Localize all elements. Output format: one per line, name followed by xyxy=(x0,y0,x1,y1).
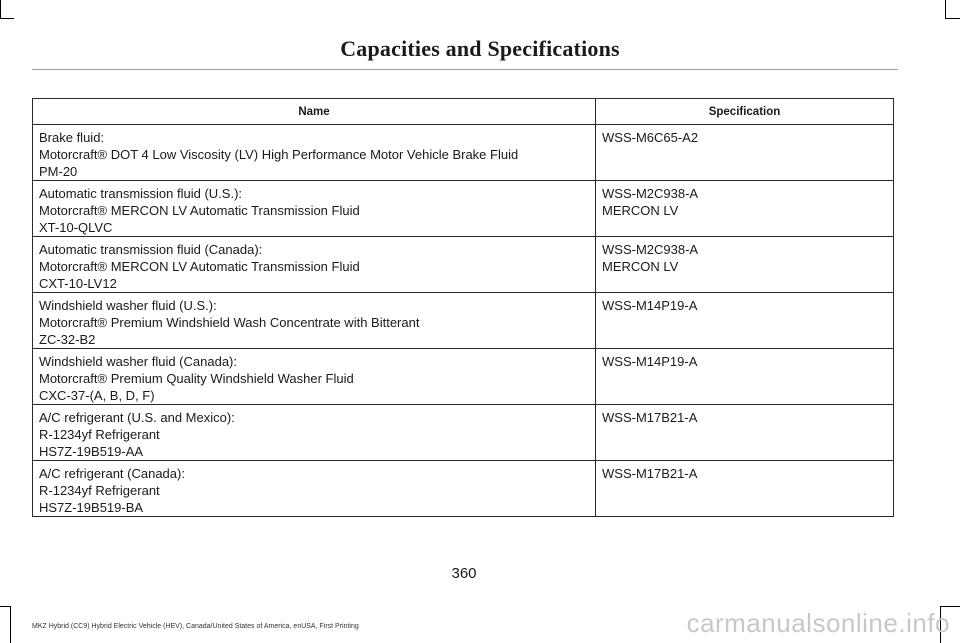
specification-code: WSS-M2C938-A xyxy=(602,242,699,257)
fluid-type: A/C refrigerant (Canada): xyxy=(39,466,185,481)
specification-table xyxy=(32,98,894,517)
fluid-type: Brake fluid: xyxy=(39,130,105,145)
crop-mark xyxy=(945,18,960,19)
cell-specification xyxy=(596,181,894,237)
page-title: Capacities and Specifications xyxy=(340,36,620,61)
crop-mark xyxy=(0,0,1,18)
column-header-name: Name xyxy=(33,99,596,125)
product-name: Motorcraft® MERCON LV Automatic Transmission Fluid xyxy=(39,259,360,274)
product-name: Motorcraft® Premium Quality Windshield Washer Fluid xyxy=(39,371,354,386)
fluid-type: Windshield washer fluid (U.S.): xyxy=(39,298,217,313)
crop-mark xyxy=(0,18,14,19)
cell-specification xyxy=(596,237,894,293)
fluid-type: Automatic transmission fluid (U.S.): xyxy=(39,186,243,201)
part-number: HS7Z-19B519-BA xyxy=(39,500,144,515)
table-header-row xyxy=(33,99,894,125)
cell-specification xyxy=(596,293,894,349)
product-name: Motorcraft® DOT 4 Low Viscosity (LV) High Performance Motor Vehicle Brake Fluid xyxy=(39,147,519,162)
specification-code: MERCON LV xyxy=(602,259,679,274)
product-name: R-1234yf Refrigerant xyxy=(39,483,160,498)
column-header-specification: Specification xyxy=(596,99,894,125)
part-number: HS7Z-19B519-AA xyxy=(39,444,144,459)
specification-code: WSS-M14P19-A xyxy=(602,354,698,369)
cell-name xyxy=(33,125,596,181)
part-number: CXC-37-(A, B, D, F) xyxy=(39,388,155,403)
table-row xyxy=(33,349,894,405)
product-name: Motorcraft® MERCON LV Automatic Transmission Fluid xyxy=(39,203,360,218)
part-number: CXT-10-LV12 xyxy=(39,276,117,291)
specification-code: WSS-M6C65-A2 xyxy=(602,130,699,145)
product-name: R-1234yf Refrigerant xyxy=(39,427,160,442)
table-row xyxy=(33,293,894,349)
table-row xyxy=(33,237,894,293)
cell-name xyxy=(33,405,596,461)
part-number: XT-10-QLVC xyxy=(39,220,113,235)
specification-code: WSS-M14P19-A xyxy=(602,298,698,313)
cell-name xyxy=(33,293,596,349)
specification-code: WSS-M17B21-A xyxy=(602,466,698,481)
cell-name xyxy=(33,237,596,293)
cell-specification xyxy=(596,125,894,181)
table-row xyxy=(33,405,894,461)
cell-specification xyxy=(596,461,894,517)
specification-code: WSS-M2C938-A xyxy=(602,186,699,201)
table-row xyxy=(33,125,894,181)
cell-specification xyxy=(596,405,894,461)
cell-name xyxy=(33,181,596,237)
fluid-type: Automatic transmission fluid (Canada): xyxy=(39,242,263,257)
fluid-type: A/C refrigerant (U.S. and Mexico): xyxy=(39,410,235,425)
page-number: 360 xyxy=(451,565,477,582)
table-row xyxy=(33,461,894,517)
cell-specification xyxy=(596,349,894,405)
crop-mark xyxy=(940,606,960,607)
crop-mark xyxy=(0,606,10,607)
crop-mark xyxy=(10,606,11,643)
part-number: ZC-32-B2 xyxy=(39,332,96,347)
part-number: PM-20 xyxy=(39,164,78,179)
watermark-logo: carmanualsonline.info xyxy=(686,608,950,638)
cell-name xyxy=(33,349,596,405)
crop-mark xyxy=(945,0,946,18)
table-row xyxy=(33,181,894,237)
specification-code: MERCON LV xyxy=(602,203,679,218)
specification-code: WSS-M17B21-A xyxy=(602,410,698,425)
cell-name xyxy=(33,461,596,517)
title-divider xyxy=(32,69,898,70)
product-name: Motorcraft® Premium Windshield Wash Concentrate with Bitterant xyxy=(39,315,420,330)
fluid-type: Windshield washer fluid (Canada): xyxy=(39,354,237,369)
footer-text: MKZ Hybrid (CC9) Hybrid Electric Vehicle (HEV), Canada/United States of America, enUSA, First Printing xyxy=(32,623,359,630)
